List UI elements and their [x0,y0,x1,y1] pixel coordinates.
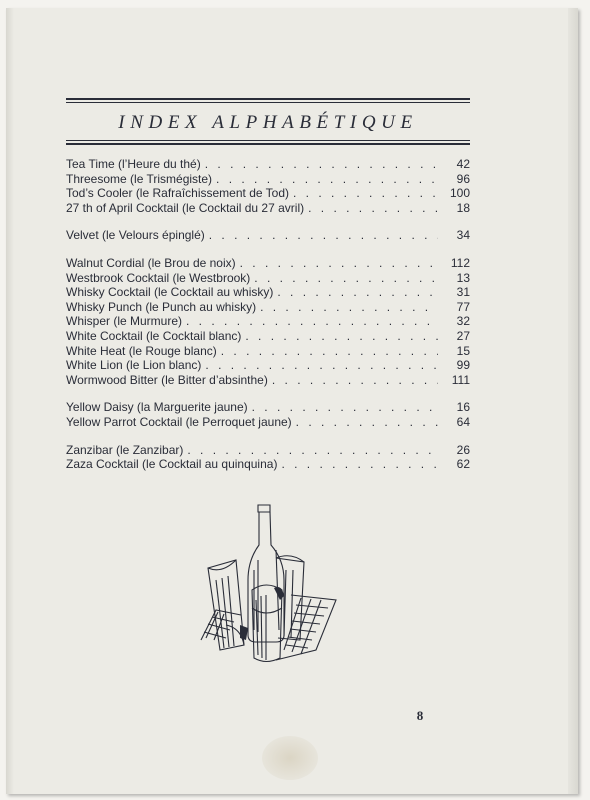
index-entry [66,344,470,359]
index-entry [66,186,470,201]
index-header [66,98,470,147]
index-entry [66,300,470,315]
entry-page-number: 111 [451,372,470,387]
entry-title: Threesome (le Trismégiste) [66,171,213,186]
index-group [66,256,470,387]
entry-title: 27 th of April Cocktail (le Cocktail du 27 avril) [66,200,305,215]
entry-page-number: 15 [456,343,470,358]
entry-page-number: 64 [456,414,470,429]
index-group [66,157,470,215]
index-entry [66,329,470,344]
entry-page-number: 96 [456,171,470,186]
index-entry [66,457,470,472]
dot-leader [252,400,438,415]
entry-page-number: 16 [456,400,470,415]
entry-page-number: 99 [456,358,470,373]
entry-title: Tod’s Cooler (le Rafraîchissement de Tod) [66,186,289,201]
dot-leader [186,314,438,329]
entry-page-number: 112 [450,255,470,270]
header-rule-bottom-thin [66,140,470,141]
entry-page-number: 34 [456,228,470,243]
header-rule-top-thin [66,102,470,103]
entry-title: Wormwood Bitter (le Bitter d’absinthe) [66,372,268,387]
index-entry [66,172,470,187]
entry-title: White Lion (le Lion blanc) [66,358,202,373]
entry-page-number: 32 [456,314,470,329]
entry-title: Yellow Daisy (la Marguerite jaune) [66,400,248,415]
dot-leader [272,373,438,388]
page-title: INDEX ALPHABÉTIQUE [118,112,418,133]
page-edge [568,8,578,794]
index-entry [66,285,470,300]
index-entry [66,443,470,458]
dot-leader [245,329,438,344]
dot-leader [205,157,438,172]
dot-leader [308,201,438,216]
entry-title: Whisper (le Murmure) [66,314,183,329]
index-entry [66,373,470,388]
entry-title: Whisky Punch (le Punch au whisky) [66,299,257,314]
entry-title: Yellow Parrot Cocktail (le Perroquet jaune) [66,414,292,429]
header-rule-bottom-thick [66,143,470,145]
entry-title: Westbrook Cocktail (le Westbrook) [66,270,251,285]
dot-leader [209,228,438,243]
index-group [66,228,470,243]
index-entry [66,415,470,430]
index-entry [66,228,470,243]
dot-leader [296,415,438,430]
entry-title: White Heat (le Rouge blanc) [66,343,217,358]
dot-leader [260,300,438,315]
index-entry [66,358,470,373]
bottle-and-glasses-illustration [196,500,346,670]
entry-title: Velvet (le Velours épinglé) [66,228,205,243]
entry-page-number: 100 [449,186,470,201]
entry-page-number: 77 [456,299,470,314]
page-spine [6,8,14,794]
index-entry [66,271,470,286]
dot-leader [187,443,438,458]
entry-title: Zanzibar (le Zanzibar) [66,442,184,457]
dot-leader [205,358,438,373]
index-entry [66,400,470,415]
index-entry [66,157,470,172]
dot-leader [216,172,438,187]
index-entry [66,314,470,329]
entry-title: Walnut Cordial (le Brou de noix) [66,255,236,270]
dot-leader [277,285,438,300]
entry-page-number: 31 [456,285,470,300]
entry-page-number: 62 [456,457,470,472]
entry-page-number: 42 [456,157,470,171]
index-entry [66,201,470,216]
index-entry [66,256,470,271]
entry-page-number: 26 [456,442,470,457]
index-group [66,443,470,472]
dot-leader [240,256,438,271]
dot-leader [293,186,438,201]
entry-title: White Cocktail (le Cocktail blanc) [66,328,242,343]
paper-stain [262,736,318,780]
dot-leader [281,457,438,472]
entry-title: Tea Time (l’Heure du thé) [66,157,201,171]
index-group [66,400,470,429]
entry-page-number: 27 [456,328,470,343]
index-list [66,157,470,485]
dot-leader [221,344,438,359]
dot-leader [254,271,438,286]
header-rule-top-thick [66,98,470,100]
entry-title: Whisky Cocktail (le Cocktail au whisky) [66,285,274,300]
entry-title: Zaza Cocktail (le Cocktail au quinquina) [66,457,278,472]
entry-page-number: 13 [456,270,470,285]
page-number: 8 [416,708,424,723]
entry-page-number: 18 [456,200,470,215]
